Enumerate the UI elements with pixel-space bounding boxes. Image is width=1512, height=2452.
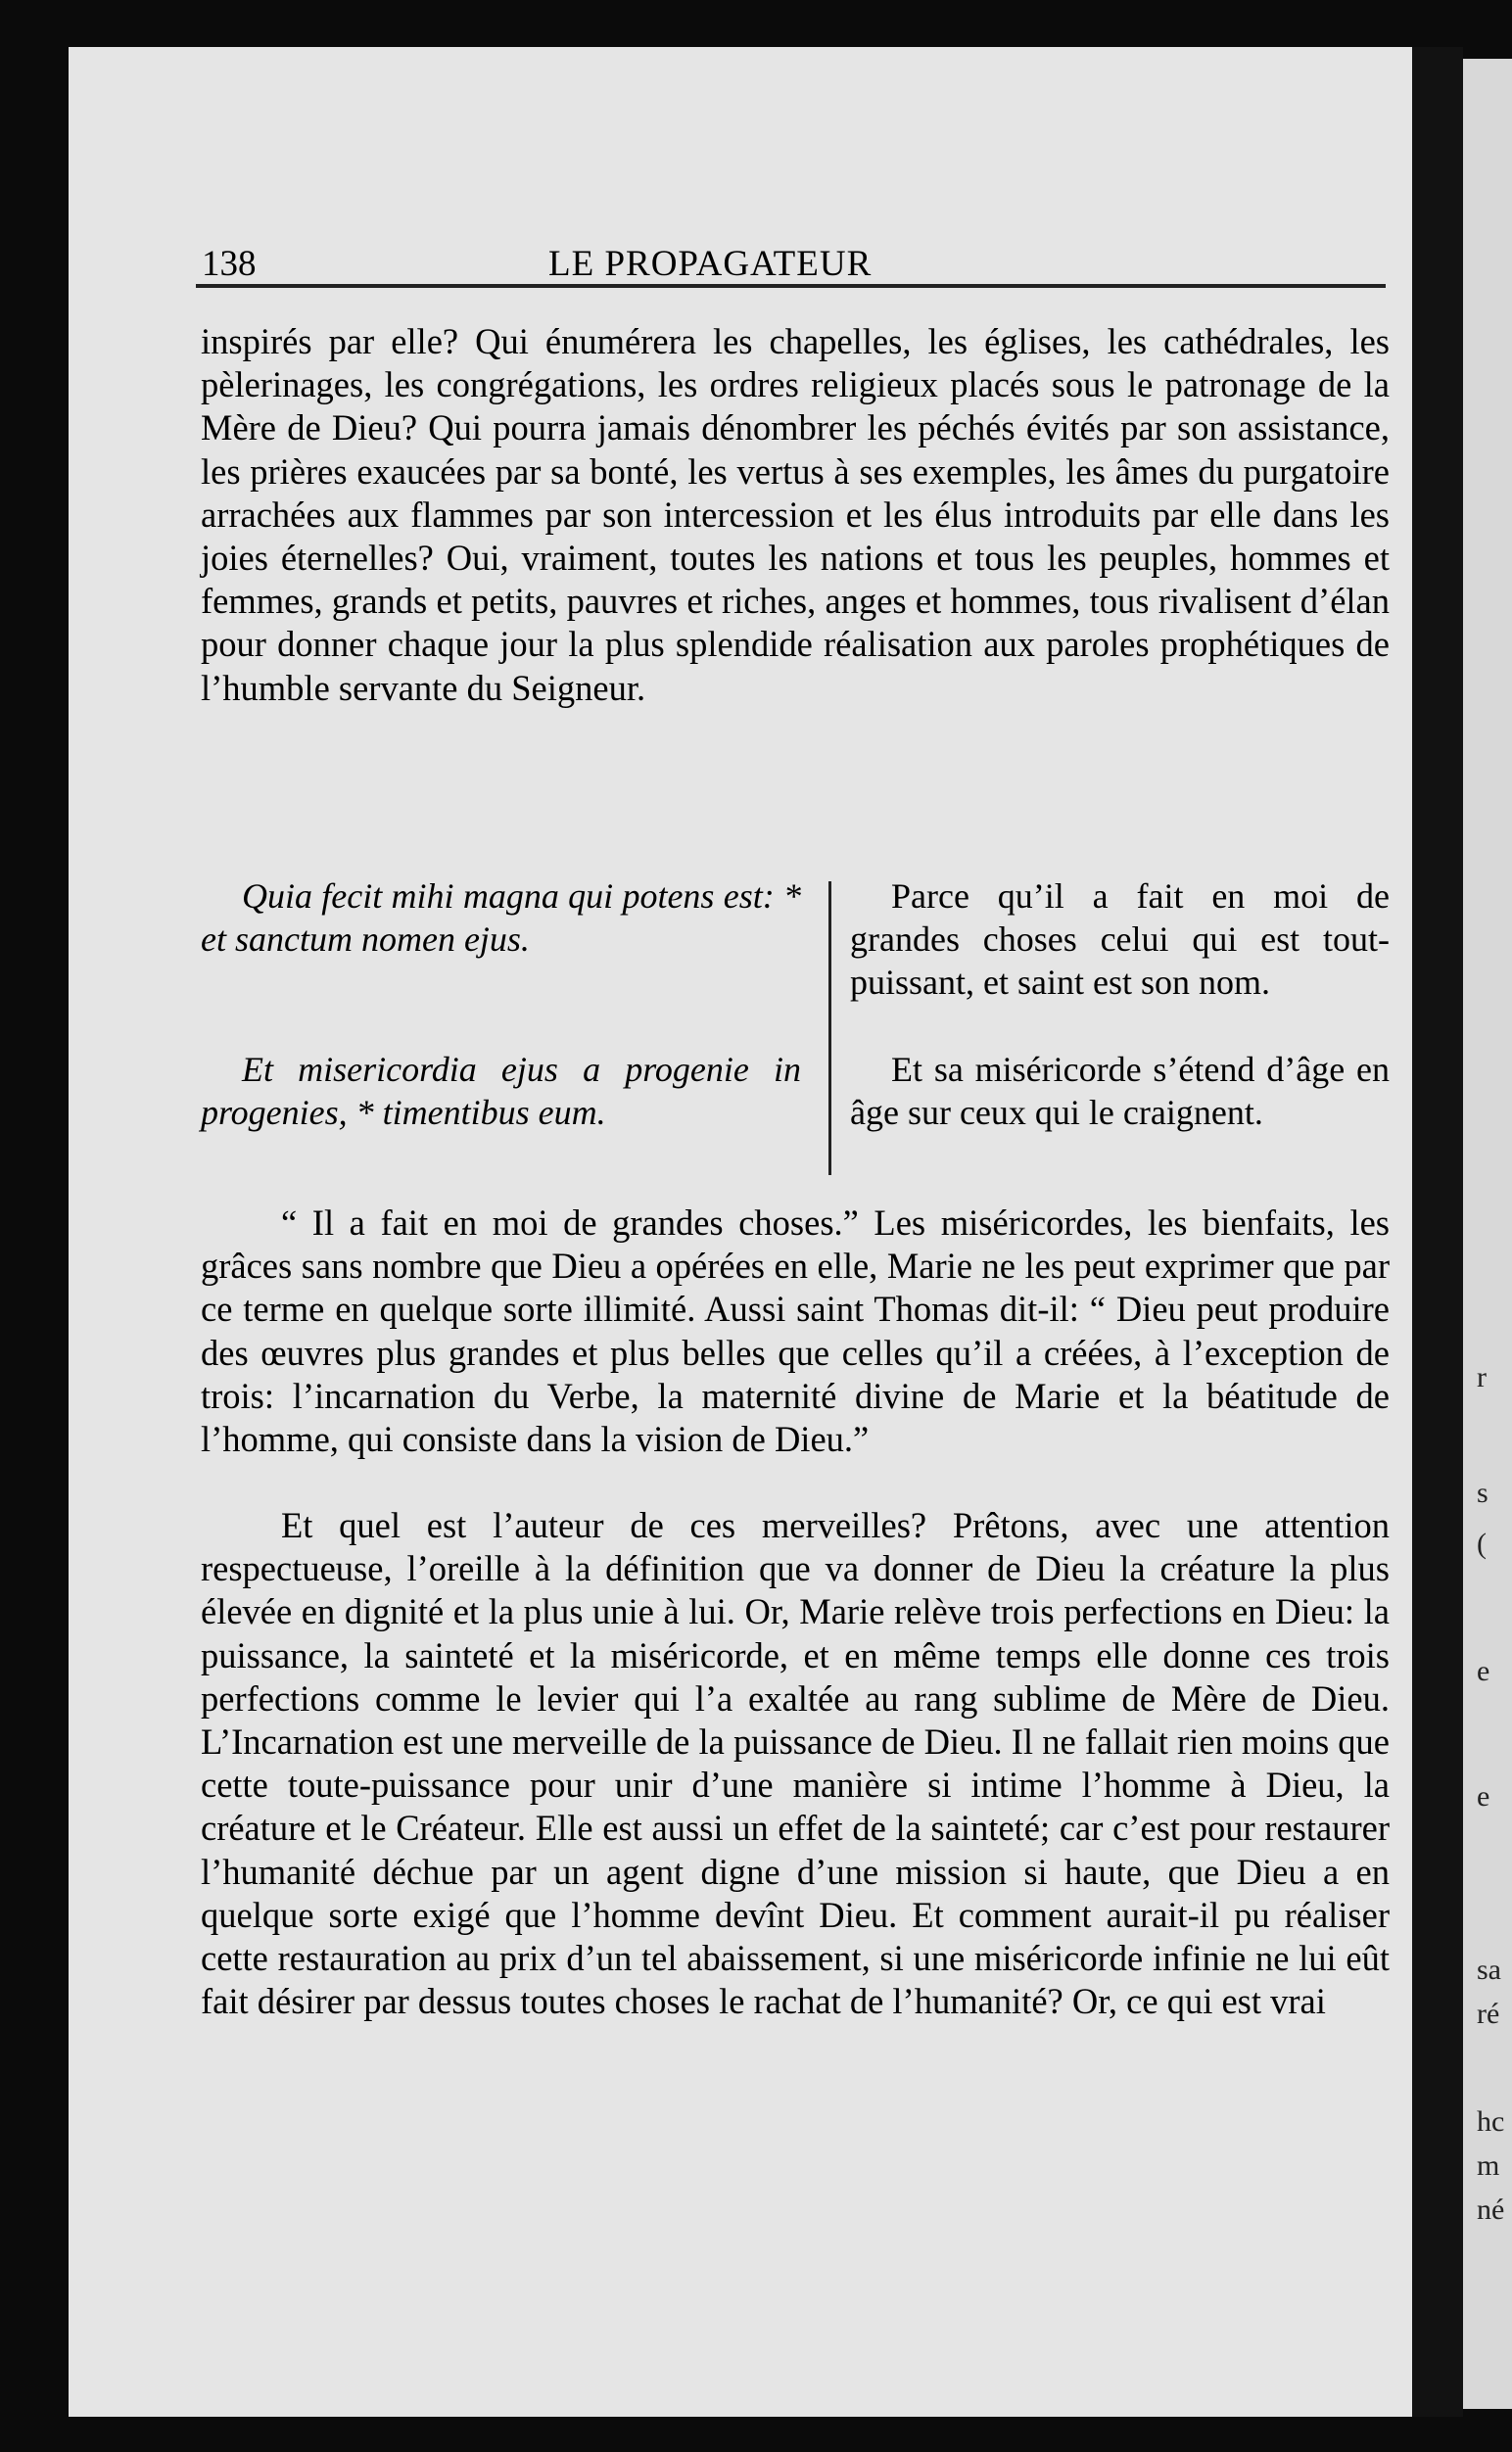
- next-page-fragment: r: [1477, 1361, 1487, 1393]
- next-page-fragment: e: [1477, 1780, 1490, 1813]
- latin-verse: Et misericordia ejus a progenie in progenies, * timentibus eum.: [201, 1050, 801, 1133]
- next-page-fragment: m: [1477, 2149, 1500, 2182]
- running-title: LE PROPAGATEUR: [548, 244, 873, 284]
- running-head: [0, 208, 1512, 286]
- next-page-edge: [1463, 59, 1512, 2409]
- french-verse: Et sa miséricorde s’étend d’âge en âge sur ceux qui le craignent.: [850, 1050, 1390, 1133]
- next-page-fragment: s: [1477, 1477, 1488, 1509]
- next-page-fragment: ré: [1477, 1998, 1500, 2030]
- next-page-fragment: hc: [1477, 2105, 1505, 2138]
- next-page-fragment: né: [1477, 2193, 1505, 2226]
- french-verse: Parce qu’il a fait en moi de grandes choses celui qui est tout-puissant, et saint est son nom.: [850, 876, 1390, 1003]
- page-number: 138: [202, 244, 257, 284]
- body-paragraph: inspirés par elle? Qui énumérera les chapelles, les églises, les cathédrales, les pèlerinages, les congrégations, les ordres religieux placés sous le patronage de la Mère de Dieu? Qui pourra jamais dénombrer les péchés évités par son assistance, les prières exaucées par sa bonté, les vertus à ses exemples, les âmes du purgatoire arrachées aux flammes par son intercession et les élus introduits par elle dans les joies éternelles? Oui, vraiment, toutes les nations et tous les peuples, hommes et femmes, grands et petits, pauvres et riches, anges et hommes, tous rivalisent d’élan pour donner chaque jour la plus splendide réalisation aux paroles prophétiques de l’humble servante du Seigneur.: [201, 321, 1390, 708]
- body-paragraph: “ Il a fait en moi de grandes choses.” Les miséricordes, les bienfaits, les grâces sans nombre que Dieu a opérées en elle, Marie ne les peut exprimer que par ce terme en quelque sorte illimité. Aussi saint Thomas dit-il: “ Dieu peut produire des œuvres plus grandes et plus belles que celles qu’il a créées, à l’exception de trois: l’incarnation du Verbe, la maternité divine de Marie et la béatitude de l’homme, qui consiste dans la vision de Dieu.”: [201, 1202, 1390, 1460]
- latin-verse: Quia fecit mihi magna qui potens est: * et sanctum nomen ejus.: [201, 876, 801, 960]
- next-page-fragment: (: [1477, 1528, 1487, 1560]
- body-paragraph: Et quel est l’auteur de ces merveilles? Prêtons, avec une attention respectueuse, l’oreille à la définition que va donner de Dieu la créature la plus élevée en dignité et la plus unie à lui. Or, Marie relève trois perfections en Dieu: la puissance, la sainteté et la miséricorde, et en même temps elle donne ces trois perfections comme le levier qui l’a exaltée au rang sublime de Mère de Dieu. L’Incarnation est une merveille de la puissance de Dieu. Il ne fallait rien moins que cette toute-puissance pour unir d’une manière si intime l’homme à Dieu, la créature et le Créateur. Elle est aussi un effet de la sainteté; car c’est pour restaurer l’humanité déchue par un agent digne d’une mission si haute, que Dieu a en quelque sorte exigé que l’homme devînt Dieu. Et comment aurait-il pu réaliser cette restauration au prix d’un tel abaissement, si une miséricorde infinie ne lui eût fait désirer par dessus toutes choses le rachat de l’humanité? Or, ce qui est vrai: [201, 1505, 1390, 2022]
- next-page-fragment: e: [1477, 1655, 1490, 1687]
- header-rule: [196, 284, 1386, 288]
- gutter-shadow: [1412, 47, 1463, 2417]
- column-divider: [828, 881, 831, 1175]
- next-page-fragment: sa: [1477, 1954, 1501, 1986]
